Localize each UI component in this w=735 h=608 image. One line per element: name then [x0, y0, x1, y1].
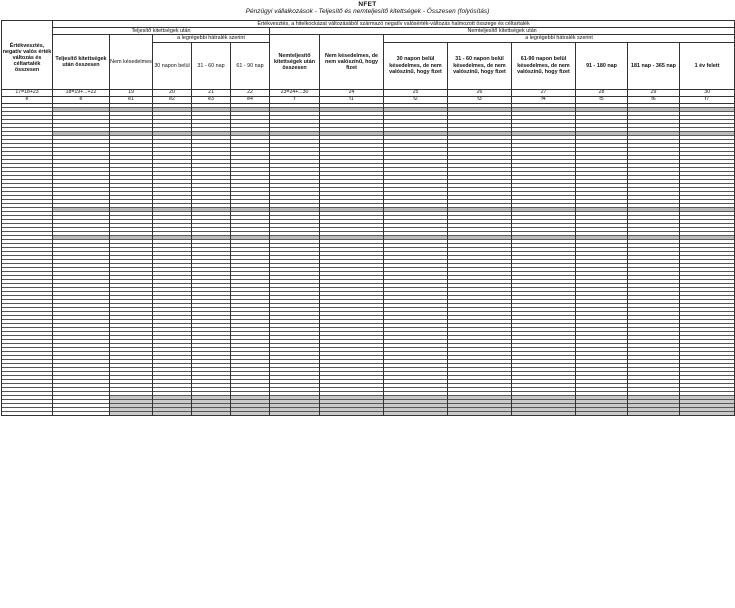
table-cell[interactable]: [680, 411, 735, 415]
row-code-cell: e4: [231, 96, 270, 103]
row-number-cell: 25: [384, 89, 448, 96]
table-cell[interactable]: [320, 411, 384, 415]
row-code-cell: e1: [110, 96, 153, 103]
row-code-cell: e2: [153, 96, 192, 103]
row-code-cell: f1: [320, 96, 384, 103]
row-number-cell: 19: [110, 89, 153, 96]
col-header: 31 - 60 nap: [192, 42, 231, 89]
table-row: [2, 411, 735, 415]
table-cell[interactable]: [2, 411, 53, 415]
corner-cell: [2, 21, 53, 28]
row-code-cell: e: [2, 96, 53, 103]
table-cell[interactable]: [231, 411, 270, 415]
table-cell[interactable]: [512, 411, 576, 415]
col-header: 181 nap - 365 nap: [628, 42, 680, 89]
col-header: 61-90 napon belül késedelmes, de nem valószínű, hogy fizet: [512, 42, 576, 89]
row-number-cell: 29: [628, 89, 680, 96]
col-header: 61 - 90 nap: [231, 42, 270, 89]
row-code-cell: f: [270, 96, 320, 103]
row-code-cell: f6: [628, 96, 680, 103]
row-number-cell: 24: [320, 89, 384, 96]
group-performing: Teljesítő kitettségek után: [53, 28, 270, 35]
row-number-cell: 27: [512, 89, 576, 96]
col-header: 91 - 180 nap: [576, 42, 628, 89]
row-code-cell: e: [53, 96, 110, 103]
table-cell[interactable]: [384, 411, 448, 415]
row-number-cell: 21: [192, 89, 231, 96]
form-code: NFET: [358, 1, 377, 8]
table-cell[interactable]: [270, 411, 320, 415]
row-code-cell: e3: [192, 96, 231, 103]
table-cell[interactable]: [628, 411, 680, 415]
table-cell[interactable]: [110, 411, 153, 415]
row-number-cell: 23=24+...30: [270, 89, 320, 96]
row-number-cell: 20: [153, 89, 192, 96]
row-code-cell: f5: [576, 96, 628, 103]
row-number-cell: 30: [680, 89, 735, 96]
report-table: [1, 20, 735, 416]
sub-performing: a legrégebbi hátralék szerint: [153, 35, 270, 42]
row-code-cell: f3: [448, 96, 512, 103]
table-cell[interactable]: [153, 411, 192, 415]
col-header: Teljesítő kitettségek után összesen: [53, 35, 110, 89]
row-code-cell: f4: [512, 96, 576, 103]
row-code-cell: f7: [680, 96, 735, 103]
col-header: 30 napon belül késedelmes, de nem valószínű, hogy fizet: [384, 42, 448, 89]
row-number-cell: 22: [231, 89, 270, 96]
table-cell[interactable]: [53, 411, 110, 415]
col-header: 31 - 60 napon belül késedelmes, de nem valószínű, hogy fizet: [448, 42, 512, 89]
table-cell[interactable]: [448, 411, 512, 415]
col-header: 1 év felett: [680, 42, 735, 89]
col-header: Nemteljesítő kitettségek után összesen: [270, 35, 320, 89]
col-header: Nem késedelmes: [110, 35, 153, 89]
group-nonperforming: Nemteljesítő kitettségek után: [270, 28, 735, 35]
row-number-cell: 18=19+...+22: [53, 89, 110, 96]
col-total-header: Értékvesztés, negatív valós érték változás és céltartalék összesen: [2, 28, 53, 89]
row-number-cell: 28: [576, 89, 628, 96]
table-cell[interactable]: [576, 411, 628, 415]
row-number-cell: 17=18+23: [2, 89, 53, 96]
sub-nonperforming: a legrégebbi hátralék szerint: [384, 35, 735, 42]
row-number-cell: 26: [448, 89, 512, 96]
col-header: Nem késedelmes, de nem valószínű, hogy fizet: [320, 35, 384, 89]
table-cell[interactable]: [192, 411, 231, 415]
row-code-cell: f2: [384, 96, 448, 103]
col-header: 30 napon belül: [153, 42, 192, 89]
band-top: Értékvesztés, a hitelkockázat változásából származó negatív valósérték-változás halmozott összege és céltartalék: [53, 21, 735, 28]
form-subtitle: Pénzügyi vállalkozások - Teljesítő és nemteljesítő kitettségek - Összesen (folyósítás): [245, 8, 490, 15]
